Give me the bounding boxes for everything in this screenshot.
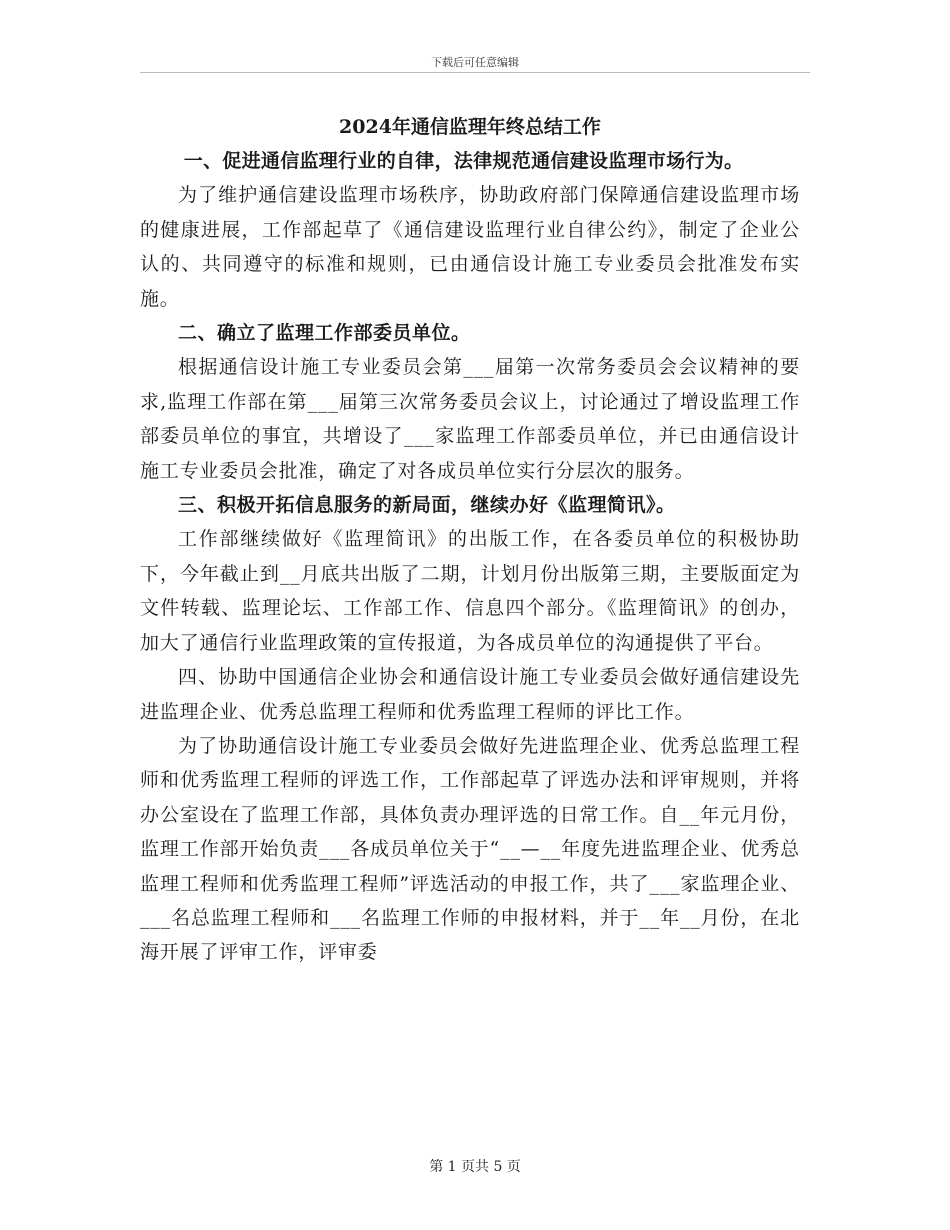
paragraph-3: 工作部继续做好《监理简讯》的出版工作，在各委员单位的积极协助下，今年截止到__月底共出版了二期，计划月份出版第三期，主要版面定为文件转载、监理论坛、工作部工作、信息四个部分。《监理简讯》的创办，加大了通信行业监理政策的宣传报道，为各成员单位的沟通提供了平台。 (140, 528, 800, 654)
section-heading-2: 二、确立了监理工作部委员单位。 (178, 322, 471, 345)
page-number: 第 1 页共 5 页 (429, 1159, 521, 1175)
paragraph-5: 为了协助通信设计施工专业委员会做好先进监理企业、优秀总监理工程师和优秀监理工程师的评选工作，工作部起草了评选办法和评审规则，并将办公室设在了监理工作部，具体负责办理评选的日常工作。自__年元月份，监理工作部开始负责___各成员单位关于“__—__年度先进监理企业、优秀总监理工程师和优秀监理工程师”评选活动的申报工作，共了___家监理企业、___名总监理工程师和___名监理工作师的申报材料，并于__年__月份，在北海开展了评审工作，评审委 (140, 734, 800, 964)
paragraph-1: 为了维护通信建设监理市场秩序，协助政府部门保障通信建设监理市场的健康进展，工作部起草了《通信建设监理行业自律公约》，制定了企业公认的、共同遵守的标准和规则，已由通信设计施工专业委员会批准发布实施。 (140, 184, 800, 310)
section-heading-3: 三、积极开拓信息服务的新局面，继续办好《监理简讯》。 (178, 494, 676, 517)
paragraph-4: 四、协助中国通信企业协会和通信设计施工专业委员会做好通信建设先进监理企业、优秀总监理工程师和优秀监理工程师的评比工作。 (140, 666, 800, 723)
document-title: 2024年通信监理年终总结工作 (339, 116, 601, 138)
header-divider (140, 72, 810, 73)
section-heading-1: 一、促进通信监理行业的自律，法律规范通信建设监理市场行为。 (183, 150, 744, 172)
page-header-note: 下载后可任意编辑 (431, 56, 519, 69)
paragraph-2: 根据通信设计施工专业委员会第___届第一次常务委员会会议精神的要求,监理工作部在第___届第三次常务委员会议上，讨论通过了增设监理工作部委员单位的事宜，共增设了___家监理工作部委员单位，并已由通信设计施工专业委员会批准，确定了对各成员单位实行分层次的服务。 (140, 356, 800, 482)
document-body (140, 110, 800, 970)
